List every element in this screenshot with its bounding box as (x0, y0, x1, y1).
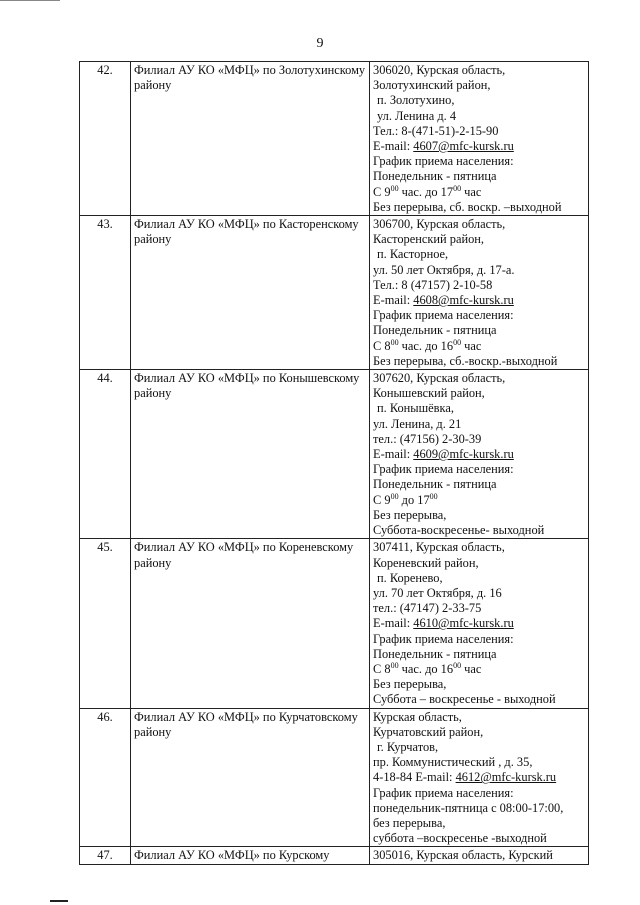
branch-contacts (370, 62, 589, 216)
table-row (80, 708, 589, 847)
phone: Тел.: 8 (47157) 2-10-58 (373, 277, 493, 292)
branch-name: Филиал АУ КО «МФЦ» по Конышевскому району (131, 370, 370, 539)
address-line: Золотухинский район, (373, 78, 491, 93)
address-line: г. Курчатов, (377, 739, 439, 754)
address-line: 306020, Курская область, (373, 63, 506, 77)
address-line: Конышевский район, (373, 386, 485, 401)
hours-to: час. до 16 (398, 338, 454, 353)
hours-to: час. до 16 (398, 661, 454, 676)
branch-name: Филиал АУ КО «МФЦ» по Кореневскому району (131, 539, 370, 708)
row-number: 46. (80, 708, 131, 847)
email-line (373, 293, 585, 308)
hours-from-minutes: 00 (390, 183, 399, 193)
address-line: 307620, Курская область, (373, 371, 506, 386)
schedule-rest: без перерыва, (373, 815, 446, 830)
address-line: ул. Ленина д. 4 (377, 108, 457, 123)
email-link[interactable]: 4607@mfc-kursk.ru (413, 139, 514, 154)
hours-to-minutes: 00 (453, 337, 462, 347)
schedule-hours (373, 493, 585, 508)
branch-name: Филиал АУ КО «МФЦ» по Золотухинскому району (131, 62, 370, 216)
address-line: п. Золотухино, (377, 93, 455, 108)
row-number: 47. (80, 847, 131, 864)
hours-unit: час (461, 184, 482, 199)
row-number: 45. (80, 539, 131, 708)
branch-contacts (370, 539, 589, 708)
email-link[interactable]: 4609@mfc-kursk.ru (413, 447, 514, 462)
address-line: ул. 50 лет Октября, д. 17-а. (373, 262, 515, 277)
email-label: E-mail: (373, 616, 414, 631)
phone: тел.: (47147) 2-33-75 (373, 601, 482, 616)
corner-scan-mark (0, 0, 60, 5)
address-line: Курчатовский район, (373, 724, 484, 739)
phone: 4-18-84 E-mail: (373, 770, 456, 785)
address-line: п. Конышёвка, (377, 401, 454, 416)
address-line: 306700, Курская область, (373, 217, 506, 232)
address-line: пр. Коммунистический , д. 35, (373, 755, 533, 770)
hours-from: С 9 (373, 184, 391, 199)
address-line: 305016, Курская область, Курский (373, 848, 553, 863)
hours-to: до 17 (398, 492, 430, 507)
hours-to-minutes: 00 (453, 183, 462, 193)
address-line: ул. 70 лет Октября, д. 16 (373, 585, 502, 600)
schedule-days: Понедельник - пятница (373, 477, 497, 492)
email-link[interactable]: 4608@mfc-kursk.ru (413, 293, 514, 308)
hours-to-minutes: 00 (453, 660, 462, 670)
branch-name: Филиал АУ КО «МФЦ» по Курскому (131, 847, 370, 864)
hours-unit: час (461, 661, 482, 676)
branch-contacts (370, 216, 589, 370)
address-line: Касторенский район, (373, 232, 485, 247)
schedule-days: Понедельник - пятница (373, 646, 497, 661)
row-number: 43. (80, 216, 131, 370)
bottom-scan-mark (50, 900, 68, 902)
hours-from: С 9 (373, 492, 391, 507)
schedule-days: понедельник-пятница с 08:00-17:00, (373, 800, 564, 815)
table-row (80, 847, 589, 864)
hours-unit: час (461, 338, 482, 353)
hours-from: С 8 (373, 338, 391, 353)
branch-contacts (370, 370, 589, 539)
phone: тел.: (47156) 2-30-39 (373, 431, 482, 446)
table-row (80, 216, 589, 370)
schedule-rest: Без перерыва, сб.-воскр.-выходной (373, 353, 558, 368)
email-line (373, 447, 585, 462)
row-number: 42. (80, 62, 131, 216)
hours-from-minutes: 00 (390, 337, 399, 347)
email-label: E-mail: (373, 139, 414, 154)
schedule-rest: суббота –воскресенье -выходной (373, 831, 547, 846)
table-row (80, 62, 589, 216)
address-line: Кореневский район, (373, 555, 479, 570)
schedule-rest: Без перерыва, (373, 677, 447, 692)
address-line: 307411, Курская область, (373, 540, 505, 555)
address-line: ул. Ленина, д. 21 (373, 416, 462, 431)
address-line: Курская область, (373, 709, 462, 724)
schedule-rest: Без перерыва, сб. воскр. –выходной (373, 199, 562, 214)
email-link[interactable]: 4610@mfc-kursk.ru (413, 616, 514, 631)
hours-to-minutes: 00 (429, 491, 438, 501)
phone-email-line (373, 770, 585, 785)
hours-from: С 8 (373, 661, 391, 676)
branch-contacts (370, 708, 589, 847)
schedule-title: График приема населения: (373, 631, 514, 646)
hours-to: час. до 17 (398, 184, 454, 199)
row-number: 44. (80, 370, 131, 539)
page-number: 9 (316, 36, 324, 51)
phone: Тел.: 8-(471-51)-2-15-90 (373, 123, 499, 138)
email-line (373, 139, 585, 154)
schedule-rest: Без перерыва, (373, 507, 447, 522)
schedule-hours (373, 185, 585, 200)
schedule-hours (373, 662, 585, 677)
branch-name: Филиал АУ КО «МФЦ» по Касторенскому району (131, 216, 370, 370)
schedule-days: Понедельник - пятница (373, 323, 497, 338)
address-line: п. Касторное, (377, 247, 449, 262)
address-line: п. Коренево, (377, 570, 443, 585)
mfc-branches-table (79, 61, 589, 865)
email-link[interactable]: 4612@mfc-kursk.ru (455, 770, 557, 785)
table-row (80, 539, 589, 708)
email-label: E-mail: (373, 447, 414, 462)
hours-from-minutes: 00 (390, 491, 399, 501)
schedule-rest: Суббота-воскресенье- выходной (373, 523, 545, 538)
schedule-title: График приема населения: (373, 462, 514, 477)
schedule-title: График приема населения: (373, 785, 514, 800)
table-row (80, 370, 589, 539)
email-line (373, 616, 585, 631)
branch-contacts (370, 847, 589, 864)
schedule-title: График приема населения: (373, 308, 514, 323)
schedule-hours (373, 339, 585, 354)
branch-name: Филиал АУ КО «МФЦ» по Курчатовскому району (131, 708, 370, 847)
email-label: E-mail: (373, 293, 414, 308)
schedule-rest: Суббота – воскресенье - выходной (373, 692, 556, 707)
schedule-title: График приема населения: (373, 154, 514, 169)
hours-from-minutes: 00 (390, 660, 399, 670)
schedule-days: Понедельник - пятница (373, 169, 497, 184)
